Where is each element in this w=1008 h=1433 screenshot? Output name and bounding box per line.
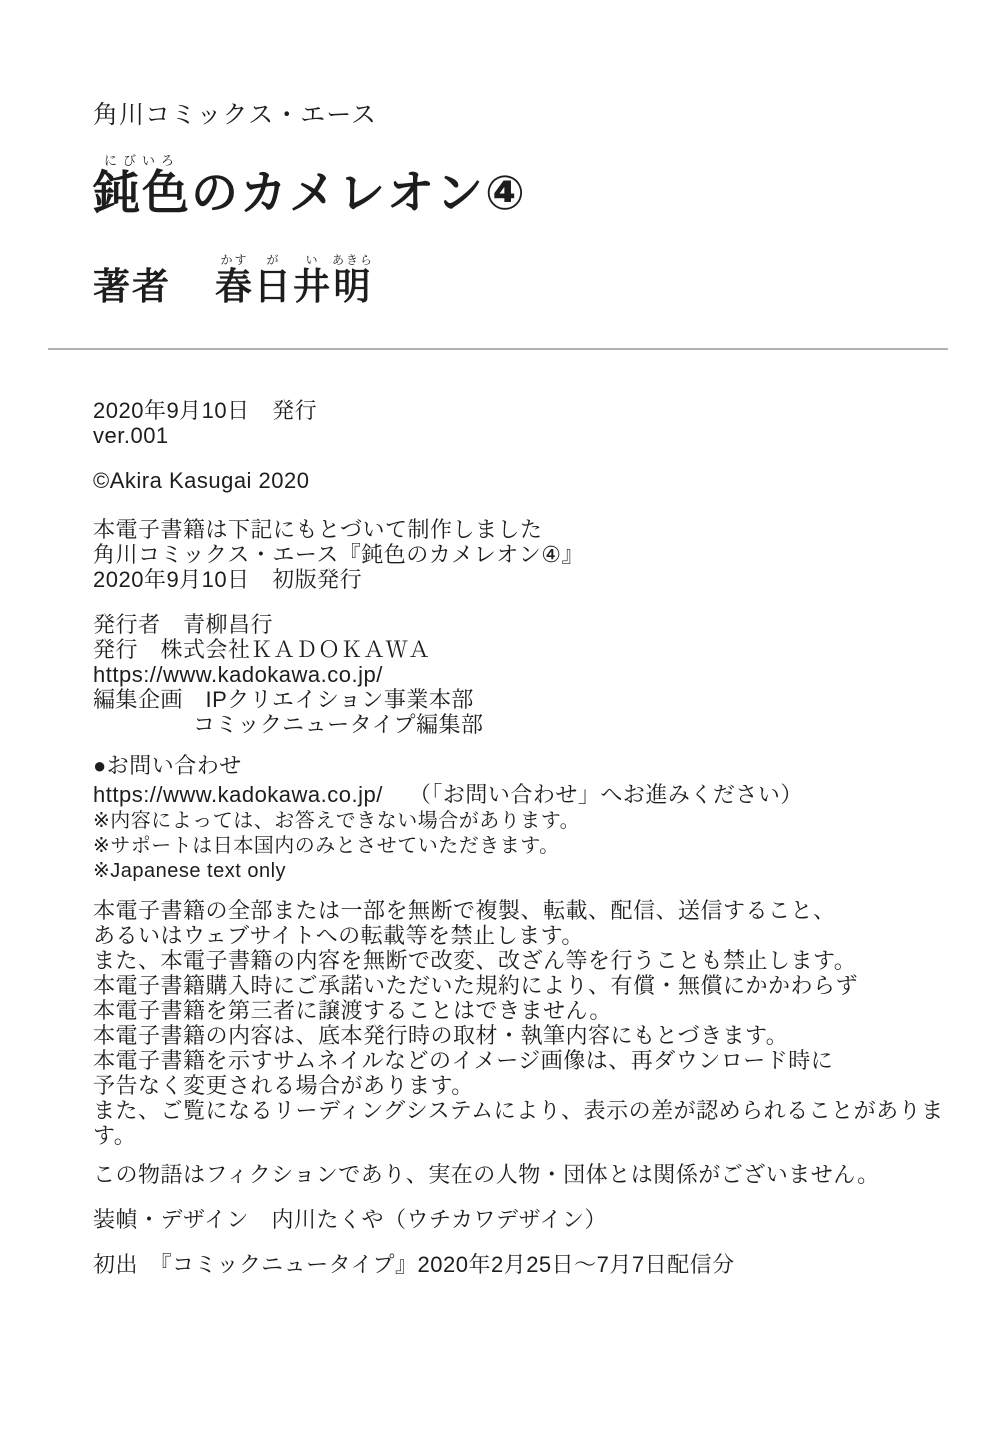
contact-url-line [93, 782, 950, 807]
legal-line: 本電子書籍の全部または一部を無断で複製、転載、配信、送信すること、 [93, 897, 836, 923]
copyright-line: ©Akira Kasugai 2020 [93, 467, 310, 493]
author-label: 著者 [93, 265, 171, 307]
contact-note: ※サポートは日本国内のみとさせていただきます。 [93, 834, 560, 857]
legal-line: また、ご覧になるリーディングシステムにより、表示の差が認められることがあります。 [93, 1097, 944, 1148]
publisher-person: 発行者 青柳昌行 [93, 611, 274, 637]
first-publication: 初出 『コミックニュータイプ』2020年2月25日～7月7日配信分 [93, 1251, 735, 1277]
design-credit: 装幀・デザイン 内川たくや（ウチカワデザイン） [93, 1206, 607, 1232]
imprint-label: 角川コミックス・エース [93, 101, 378, 129]
contact-note: ※Japanese text only [93, 859, 287, 882]
legal-line: 本電子書籍の内容は、底本発行時の取材・執筆内容にもとづきます。 [93, 1022, 789, 1048]
publisher-company: 発行 株式会社ＫＡＤＯＫＡＷＡ [93, 636, 431, 662]
title-rest: のカメレオン④ [191, 166, 527, 219]
title-base: 鈍色 [93, 166, 191, 219]
publisher-info [93, 612, 950, 737]
contact-url: https://www.kadokawa.co.jp/ [93, 781, 383, 807]
title-furigana: にびいろ [93, 153, 191, 168]
author-furigana: あきら [332, 252, 375, 267]
legal-line: また、本電子書籍の内容を無断で改変、改ざん等を行うことも禁止します。 [93, 947, 857, 973]
contact-url-note: （「お問い合わせ」へお進みください） [408, 781, 803, 807]
issue-date: 2020年9月10日 発行 [93, 397, 318, 423]
source-note-line: 本電子書籍は下記にもとづいて制作しました [93, 516, 543, 542]
divider [48, 348, 948, 350]
contact-note: ※内容によっては、お答えできない場合があります。 [93, 809, 581, 832]
legal-line: 本電子書籍を第三者に譲渡することはできません。 [93, 997, 612, 1023]
legal-line: 予告なく変更される場合があります。 [93, 1072, 474, 1098]
fiction-disclaimer: この物語はフィクションであり、実在の人物・団体とは関係がございません。 [93, 1161, 880, 1187]
contact-heading: ●お問い合わせ [93, 752, 242, 778]
book-title [93, 153, 950, 223]
author-line [93, 253, 950, 310]
editorial-division: 編集企画 IPクリエイション事業本部 [93, 686, 474, 712]
source-note [93, 517, 950, 592]
source-title-line: 角川コミックス・エース『鈍色のカメレオン④』 [93, 541, 584, 567]
source-date-line: 2020年9月10日 初版発行 [93, 566, 363, 592]
contact-notes [93, 809, 950, 884]
author-furigana: が [254, 252, 293, 267]
legal-line: 本電子書籍購入時にご承諾いただいた規約により、有償・無償にかかわらず [93, 972, 859, 998]
legal-line: 本電子書籍を示すサムネイルなどのイメージ画像は、再ダウンロード時に [93, 1047, 834, 1073]
author-name: 春かす日が井い明あきら [215, 252, 375, 307]
title-ruby-group [93, 153, 191, 219]
author-furigana: かす [215, 252, 254, 267]
edition-info [93, 398, 950, 448]
legal-line: あるいはウェブサイトへの転載等を禁止します。 [93, 922, 584, 948]
legal-text [93, 898, 950, 1148]
contact-section [93, 753, 950, 884]
publisher-url: https://www.kadokawa.co.jp/ [93, 661, 383, 687]
author-furigana: い [293, 252, 332, 267]
version-number: ver.001 [93, 422, 169, 448]
editorial-department: コミックニュータイプ編集部 [193, 711, 484, 737]
